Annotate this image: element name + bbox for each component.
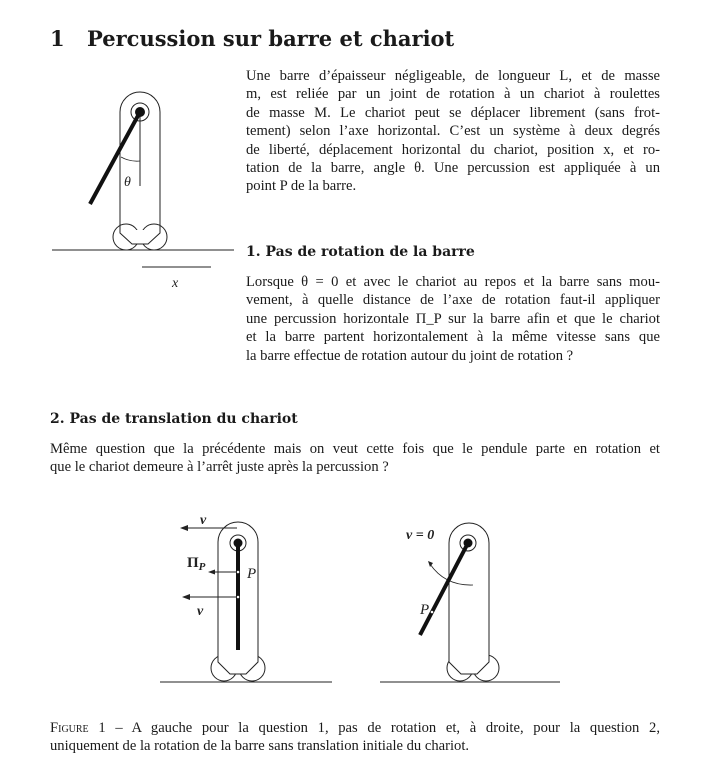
intro-line: tation de la barre, angle θ. Une percussion est appliquée à un <box>246 160 660 177</box>
section-title <box>50 26 454 51</box>
arrowhead-icon <box>182 594 190 600</box>
intro-line: point P de la barre. <box>246 178 357 195</box>
figure-cart-theta <box>40 80 240 300</box>
section-number: 1 <box>50 26 65 51</box>
v-zero-label: v = 0 <box>406 528 435 543</box>
intro-paragraph <box>246 67 660 196</box>
question1-heading: 1. Pas de rotation de la barre <box>246 244 475 260</box>
figure-caption <box>50 719 660 756</box>
intro-line: de liberté, déplacement horizontal du chariot, position x, et ro- <box>246 141 660 158</box>
intro-line: Une barre d’épaisseur négligeable, de longueur L, et de masse <box>246 68 660 84</box>
pi-label: $\Pi_P$ <box>187 555 206 573</box>
caption-label: Figure 1 <box>50 720 106 736</box>
figure-no-rotation <box>160 500 350 690</box>
caption-line: uniquement de la rotation de la barre sans translation initiale du chariot. <box>50 738 470 755</box>
question1-paragraph <box>246 273 660 365</box>
question1-line: une percussion horizontale Π_P sur la barre afin et que le chariot <box>246 310 660 327</box>
intro-line: de masse M. Le chariot peut se déplacer librement (sans frot- <box>246 104 660 121</box>
x-label: x <box>172 276 179 291</box>
question1-line: et la barre partent horizontalement à la même vitesse sans que <box>246 329 660 346</box>
p-label: P <box>247 566 257 582</box>
theta-label: θ <box>124 175 131 190</box>
theta-arc <box>121 157 140 161</box>
rotation-arrowhead-icon <box>428 561 433 567</box>
v-bottom-label: v <box>197 604 204 619</box>
point-p-marker <box>431 611 434 614</box>
bar <box>90 112 140 204</box>
question1-line: la barre effectue de rotation autour du joint de rotation ? <box>246 347 574 364</box>
question2-line: Même question que la précédente mais on veut cette fois que le pendule parte en rotation et <box>50 441 660 457</box>
question1-line: Lorsque θ = 0 et avec le chariot au repos et la barre sans mou- <box>246 274 660 290</box>
pivot-joint <box>135 107 145 117</box>
point-v-marker <box>237 596 240 599</box>
arrowhead-icon <box>180 525 188 531</box>
point-p-marker <box>237 571 240 574</box>
question2-paragraph <box>50 440 660 477</box>
question1-line: vement, à quelle distance de l’axe de rotation faut-il appliquer <box>246 292 660 309</box>
intro-line: m, est reliée par un joint de rotation à un chariot à roulettes <box>246 86 660 103</box>
arrowhead-icon <box>208 570 215 575</box>
figure-no-translation <box>370 500 560 690</box>
v-top-label: v <box>200 513 207 528</box>
question2-heading: 2. Pas de translation du chariot <box>50 411 298 427</box>
pivot-joint <box>234 539 243 548</box>
question2-line: que le chariot demeure à l’arrêt juste après la percussion ? <box>50 459 389 476</box>
p-label: P <box>420 602 430 618</box>
intro-line: tement) selon l’axe horizontal. C’est un système à deux degrés <box>246 123 660 140</box>
caption-dash: – <box>105 720 132 736</box>
section-title-text: Percussion sur barre et chariot <box>87 26 455 51</box>
caption-text: A gauche pour la question 1, pas de rotation et, à droite, pour la question 2, <box>131 720 660 736</box>
pivot-joint <box>464 539 473 548</box>
caption-line <box>50 719 660 737</box>
